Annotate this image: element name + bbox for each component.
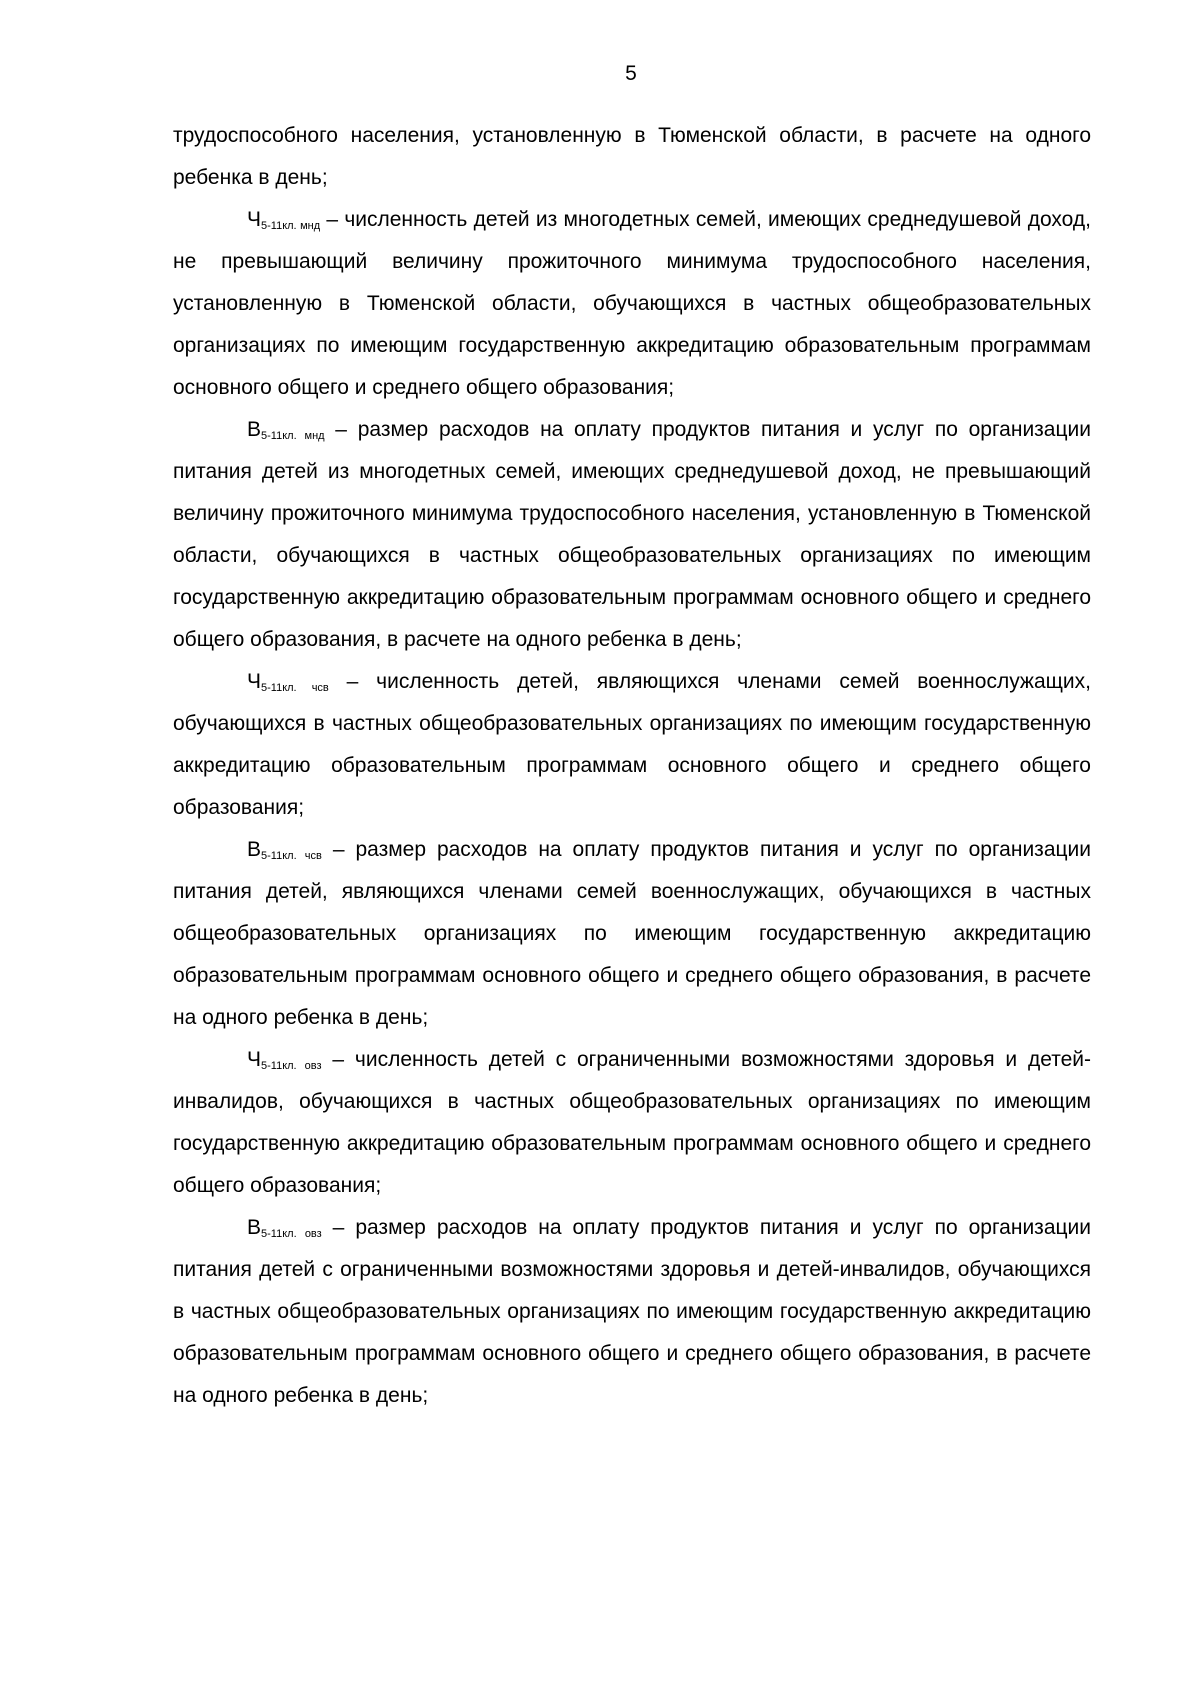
variable-symbol: Ч xyxy=(247,208,261,231)
definition-children-count-disabilities xyxy=(173,1039,1091,1207)
variable-symbol: В xyxy=(247,838,262,861)
variable-subscript: 5-11кл. чсв xyxy=(261,850,322,862)
variable-subscript: 5-11кл. мнд xyxy=(261,220,321,232)
variable-symbol: Ч xyxy=(247,670,261,693)
variable-subscript: 5-11кл. овз xyxy=(261,1060,322,1072)
paragraph-text: трудоспособного населения, установленную в Тюменской области, в расчете на одного ребенка в день; xyxy=(173,124,1091,189)
variable-subscript: 5-11кл. овз xyxy=(261,1228,322,1240)
definition-text: – размер расходов на оплату продуктов питания и услуг по организации питания детей, являющихся членами семей военнослужащих, обучающихся в частных общеобразовательных организациях по имеющим государственную аккредитацию образовательным программам основного общего и среднего общего образования, в расчете на одного ребенка в день; xyxy=(173,838,1091,1029)
definition-text: – численность детей, являющихся членами семей военнослужащих, обучающихся в частных общеобразовательных организациях по имеющим государственную аккредитацию образовательным программам основного общего и среднего общего образования; xyxy=(173,670,1091,819)
definition-expense-disabilities xyxy=(173,1207,1091,1417)
definition-text: – численность детей из многодетных семей, имеющих среднедушевой доход, не превышающий величину прожиточного минимума трудоспособного населения, установленную в Тюменской области, обучающихся в частных общеобразовательных организациях по имеющим государственную аккредитацию образовательным программам основного общего и среднего общего образования; xyxy=(173,208,1091,399)
document-body xyxy=(173,115,1091,1417)
definition-expense-large-families xyxy=(173,409,1091,661)
definition-expense-military-families xyxy=(173,829,1091,1039)
variable-subscript: 5-11кл. чсв xyxy=(261,682,329,694)
variable-subscript: 5-11кл. мнд xyxy=(261,430,325,442)
definition-text: – численность детей с ограниченными возможностями здоровья и детей-инвалидов, обучающихся в частных общеобразовательных организациях по имеющим государственную аккредитацию образовательным программам основного общего и среднего общего образования; xyxy=(173,1048,1091,1197)
definition-text: – размер расходов на оплату продуктов питания и услуг по организации питания детей с ограниченными возможностями здоровья и детей-инвалидов, обучающихся в частных общеобразовательных организациях по имеющим государственную аккредитацию образовательным программам основного общего и среднего общего образования, в расчете на одного ребенка в день; xyxy=(173,1216,1091,1407)
variable-symbol: В xyxy=(247,1216,262,1239)
paragraph-continuation xyxy=(173,115,1091,199)
definition-children-count-military-families xyxy=(173,661,1091,829)
variable-symbol: Ч xyxy=(247,1048,261,1071)
page-number: 5 xyxy=(625,62,637,85)
variable-symbol: В xyxy=(247,418,262,441)
definition-children-count-large-families xyxy=(173,199,1091,409)
definition-text: – размер расходов на оплату продуктов питания и услуг по организации питания детей из многодетных семей, имеющих среднедушевой доход, не превышающий величину прожиточного минимума трудоспособного населения, установленную в Тюменской области, обучающихся в частных общеобразовательных организациях по имеющим государственную аккредитацию образовательным программам основного общего и среднего общего образования, в расчете на одного ребенка в день; xyxy=(173,418,1091,651)
